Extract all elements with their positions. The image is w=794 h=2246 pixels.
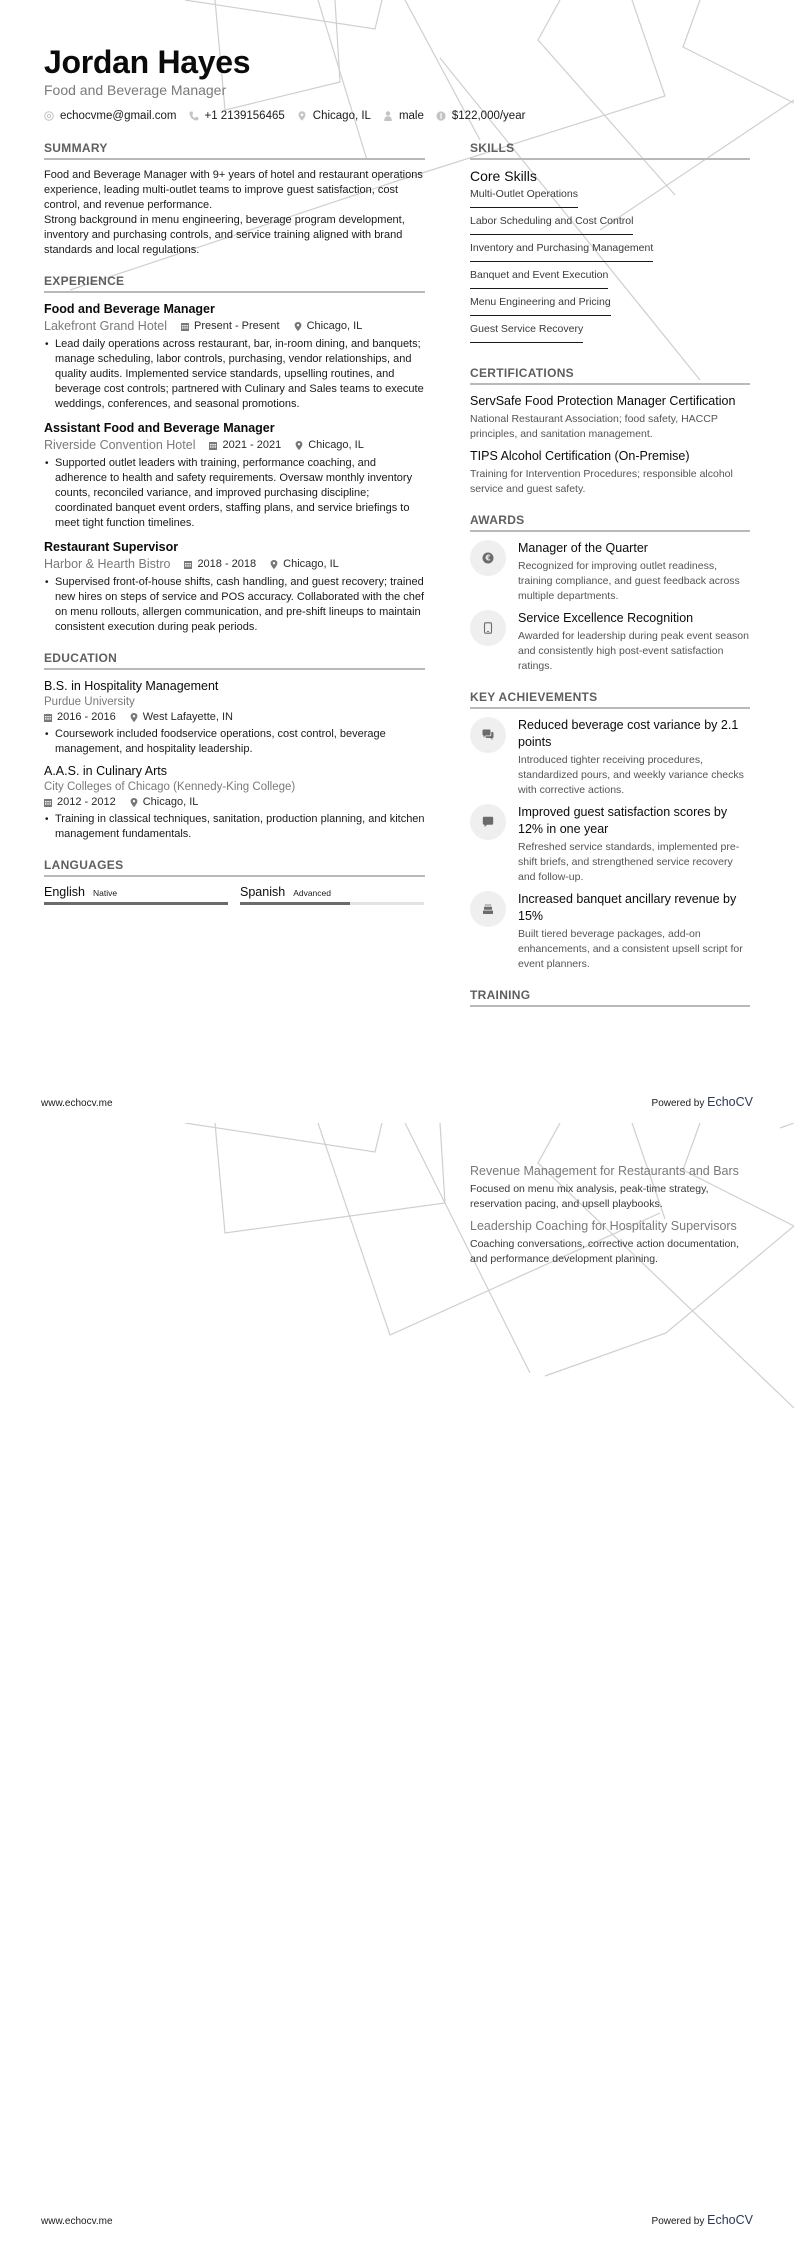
cake-icon <box>470 891 506 927</box>
achievements-section <box>470 690 750 972</box>
location-pin-icon <box>295 441 303 450</box>
summary-paragraph: Food and Beverage Manager with 9+ years of hotel and restaurant operations experience, leading multi-outlet teams to improve guest satisfaction, cost control, and revenue performance. <box>44 169 423 211</box>
candidate-name: Jordan Hayes <box>44 44 251 80</box>
euro-coin-icon <box>470 540 506 576</box>
training-item <box>470 1163 750 1212</box>
summary-heading: SUMMARY <box>44 141 425 160</box>
company-name: Lakefront Grand Hotel <box>44 319 167 333</box>
job-bullet: • Supported outlet leaders with training, performance coaching, and adherence to health and safety requirements. Oversaw monthly inventory counts, reconciled variance, and improved purchasing discipline; coordinated banquet event orders, staffing plans, and service briefings to meet tight function timelines. <box>44 456 425 531</box>
job-dates: 2018 - 2018 <box>197 558 257 570</box>
job-title: Restaurant Supervisor <box>44 540 179 554</box>
contact-salary-text: $122,000/year <box>451 110 526 122</box>
experience-section <box>44 274 425 635</box>
location-pin-icon <box>130 713 138 722</box>
skills-heading: SKILLS <box>470 141 750 160</box>
skill-item: Menu Engineering and Pricing <box>470 296 611 316</box>
decorative-background-lines <box>0 1123 794 2246</box>
education-dates: 2016 - 2016 <box>57 711 116 723</box>
award-title: Service Excellence Recognition <box>518 611 694 625</box>
experience-heading: EXPERIENCE <box>44 274 425 293</box>
contact-gender-text: male <box>398 110 424 122</box>
job-meta <box>44 437 425 454</box>
language-item <box>44 885 228 905</box>
language-name: English <box>44 885 85 899</box>
training-title: Revenue Management for Restaurants and Bars <box>470 1164 739 1178</box>
summary-section <box>44 141 425 258</box>
location-pin-icon <box>130 798 138 807</box>
education-section <box>44 651 425 842</box>
person-icon <box>383 111 393 121</box>
candidate-title: Food and Beverage Manager <box>44 82 227 98</box>
location-pin-icon <box>294 322 302 331</box>
powered-by <box>652 1095 753 1109</box>
company-name: Harbor & Hearth Bistro <box>44 557 171 571</box>
certification-title: TIPS Alcohol Certification (On-Premise) <box>470 449 690 463</box>
achievement-title: Reduced beverage cost variance by 2.1 points <box>518 718 739 749</box>
resume-header <box>44 44 525 122</box>
left-column <box>44 141 425 921</box>
award-item <box>470 610 750 674</box>
language-proficiency-bar <box>44 902 228 905</box>
language-proficiency-bar <box>240 902 424 905</box>
experience-item <box>44 301 425 412</box>
job-location: Chicago, IL <box>308 439 364 451</box>
education-item <box>44 763 425 842</box>
skills-section <box>470 141 750 350</box>
award-title: Manager of the Quarter <box>518 541 648 555</box>
contact-row <box>44 110 525 122</box>
job-bullets <box>44 575 425 635</box>
at-icon <box>44 111 54 121</box>
education-meta <box>44 710 425 725</box>
location-pin-icon <box>270 560 278 569</box>
education-bullets <box>44 812 425 842</box>
education-bullet: • Coursework included foodservice operations, cost control, beverage management, and hospitality leadership. <box>44 727 425 757</box>
award-desc: Recognized for improving outlet readiness, training compliance, and guest feedback across multiple departments. <box>518 560 740 602</box>
page-footer <box>41 2213 753 2227</box>
svg-text:€: € <box>485 553 491 563</box>
brand-name: EchoCV <box>707 1095 753 1109</box>
school: City Colleges of Chicago (Kennedy-King College) <box>44 781 296 793</box>
skills-group-title: Core Skills <box>470 168 537 184</box>
training-desc: Focused on menu mix analysis, peak-time strategy, reservation pacing, and upsell playbooks. <box>470 1183 709 1210</box>
job-location: Chicago, IL <box>283 558 339 570</box>
job-title: Food and Beverage Manager <box>44 302 215 316</box>
language-name: Spanish <box>240 885 286 899</box>
contact-email-text: echocvme@gmail.com <box>60 110 177 122</box>
job-bullets <box>44 456 425 531</box>
contact-phone-text: +1 2139156465 <box>204 110 285 122</box>
right-column <box>470 141 750 1023</box>
awards-heading: AWARDS <box>470 513 750 532</box>
education-item <box>44 678 425 757</box>
achievement-desc: Built tiered beverage packages, add-on enhancements, and a consistent upsell script for event planners. <box>518 928 743 970</box>
education-location: West Lafayette, IN <box>142 711 234 723</box>
contact-phone[interactable] <box>189 110 285 122</box>
contact-location-text: Chicago, IL <box>312 110 371 122</box>
achievement-item <box>470 804 750 885</box>
skill-item: Labor Scheduling and Cost Control <box>470 215 633 235</box>
awards-section <box>470 513 750 674</box>
degree: A.A.S. in Culinary Arts <box>44 764 167 778</box>
achievement-desc: Introduced tighter receiving procedures, standardized pours, and weekly variance checks with corrective actions. <box>518 754 744 796</box>
training-item <box>470 1218 750 1267</box>
training-heading: TRAINING <box>470 988 750 1007</box>
contact-email[interactable] <box>44 110 177 122</box>
calendar-icon <box>44 713 52 722</box>
skill-item: Multi-Outlet Operations <box>470 188 578 208</box>
achievement-title: Increased banquet ancillary revenue by 15% <box>518 892 737 923</box>
education-dates: 2012 - 2012 <box>57 796 116 808</box>
languages-section <box>44 858 425 905</box>
certification-desc: Training for Intervention Procedures; responsible alcohol service and guest safety. <box>470 468 733 495</box>
powered-by-label: Powered by <box>651 2216 705 2227</box>
job-location: Chicago, IL <box>306 320 363 332</box>
contact-salary <box>436 110 526 122</box>
achievement-title: Improved guest satisfaction scores by 12% in one year <box>518 805 728 836</box>
calendar-icon <box>209 441 217 450</box>
training-desc: Coaching conversations, corrective action documentation, and performance development planning. <box>470 1238 740 1265</box>
experience-item <box>44 420 425 531</box>
job-meta <box>44 556 425 573</box>
experience-item <box>44 539 425 635</box>
brand-name: EchoCV <box>707 2213 753 2227</box>
award-item <box>470 540 750 604</box>
job-bullet: • Supervised front-of-house shifts, cash handling, and guest recovery; trained new hires on steps of service and POS accuracy. Collaborated with the chef on menu rollouts, allergen communication, and pre-shift lineups to maintain consistent execution during peak periods. <box>44 575 425 635</box>
degree: B.S. in Hospitality Management <box>44 679 219 693</box>
education-heading: EDUCATION <box>44 651 425 670</box>
certification-item <box>470 393 750 442</box>
job-dates: 2021 - 2021 <box>222 439 282 451</box>
salary-icon <box>436 111 446 121</box>
skill-item: Guest Service Recovery <box>470 323 583 343</box>
location-pin-icon <box>297 111 307 121</box>
job-bullets <box>44 337 425 412</box>
website-link[interactable]: www.echocv.me <box>41 2216 113 2227</box>
certifications-section <box>470 366 750 497</box>
job-dates: Present - Present <box>194 320 280 332</box>
powered-by-label: Powered by <box>651 1098 705 1109</box>
achievements-heading: KEY ACHIEVEMENTS <box>470 690 750 709</box>
contact-location <box>297 110 371 122</box>
page-footer <box>41 1095 753 1109</box>
tablet-icon <box>470 610 506 646</box>
summary-paragraph: Strong background in menu engineering, beverage program development, inventory and purchasing controls, and service training aligned with brand standards and local regulations. <box>44 214 405 256</box>
skill-item: Banquet and Event Execution <box>470 269 608 289</box>
languages-list <box>44 885 425 905</box>
calendar-icon <box>44 798 52 807</box>
education-bullets <box>44 727 425 757</box>
language-item <box>240 885 424 905</box>
training-section <box>470 988 750 1007</box>
achievement-item <box>470 717 750 798</box>
job-meta <box>44 318 425 335</box>
comment-icon <box>470 804 506 840</box>
achievement-item <box>470 891 750 972</box>
calendar-icon <box>184 560 192 569</box>
certification-desc: National Restaurant Association; food safety, HACCP principles, and sanitation management. <box>470 413 718 440</box>
resume-page-2 <box>0 1123 794 2246</box>
certifications-heading: CERTIFICATIONS <box>470 366 750 385</box>
chat-bubbles-icon <box>470 717 506 753</box>
certification-item <box>470 448 750 497</box>
language-level: Native <box>93 888 118 898</box>
education-bullet: • Training in classical techniques, sanitation, production planning, and kitchen management fundamentals. <box>44 812 425 842</box>
training-list <box>470 1163 750 1273</box>
award-desc: Awarded for leadership during peak event season and consistently high post-event satisfaction ratings. <box>518 630 749 672</box>
achievement-desc: Refreshed service standards, implemented pre-shift briefs, and strengthened service recovery and follow-up. <box>518 841 740 883</box>
education-location: Chicago, IL <box>142 796 199 808</box>
job-bullet: • Lead daily operations across restaurant, bar, in-room dining, and banquets; manage scheduling, labor controls, purchasing, vendor relationships, and quality audits. Implemented service standards, upselling routines, and beverage cost controls; partnered with Culinary and Sales teams to execute weddings, conferences, and seasonal promotions. <box>44 337 425 412</box>
certification-title: ServSafe Food Protection Manager Certification <box>470 394 736 408</box>
skills-list <box>470 188 750 350</box>
skill-item: Inventory and Purchasing Management <box>470 242 653 262</box>
calendar-icon <box>181 322 189 331</box>
job-title: Assistant Food and Beverage Manager <box>44 421 275 435</box>
education-meta <box>44 795 425 810</box>
company-name: Riverside Convention Hotel <box>44 438 196 452</box>
website-link[interactable]: www.echocv.me <box>41 1098 113 1109</box>
training-title: Leadership Coaching for Hospitality Supervisors <box>470 1219 737 1233</box>
powered-by <box>652 2213 753 2227</box>
school: Purdue University <box>44 696 135 708</box>
language-level: Advanced <box>293 888 331 898</box>
contact-gender <box>383 110 424 122</box>
languages-heading: LANGUAGES <box>44 858 425 877</box>
phone-icon <box>189 111 199 121</box>
